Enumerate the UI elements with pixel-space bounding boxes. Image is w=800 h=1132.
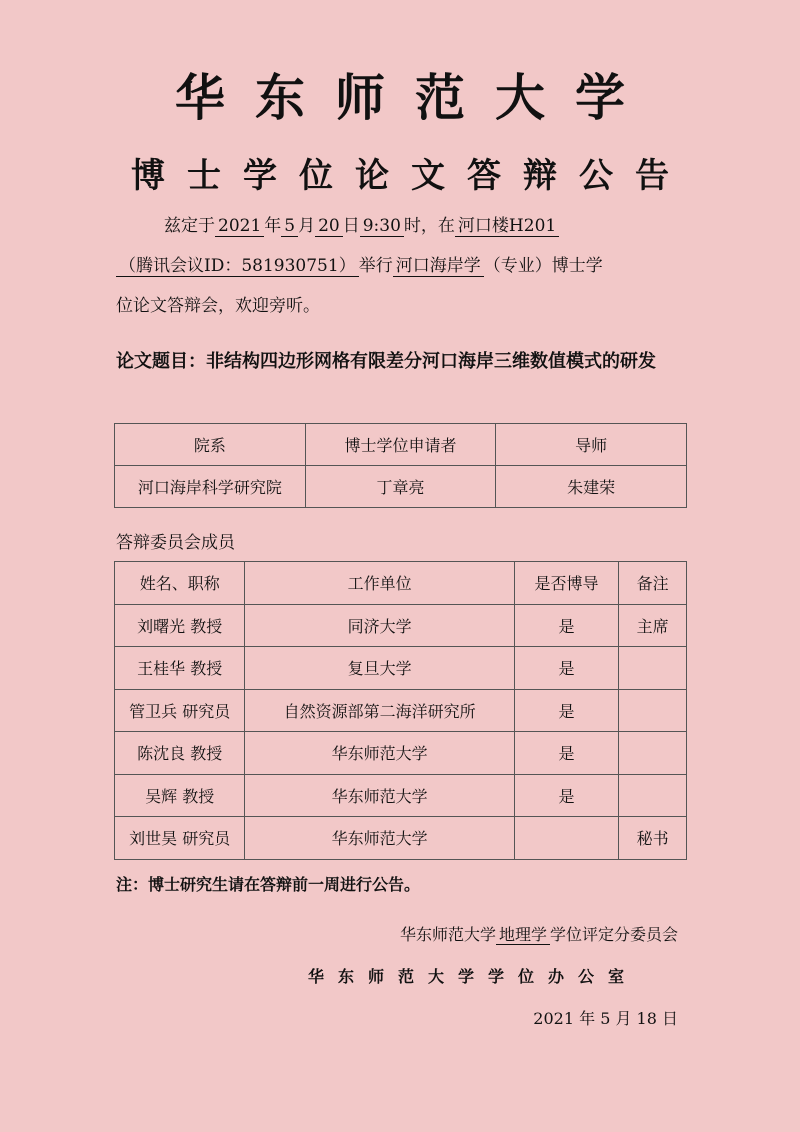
table-row: [115, 732, 687, 775]
table-cell: 华东师范大学: [245, 732, 514, 775]
notice-text: 兹定于: [164, 216, 215, 236]
table-cell: [619, 647, 687, 690]
notice-text: 月: [298, 216, 316, 236]
table-cell: 同济大学: [245, 604, 514, 647]
table-header: 院系: [115, 424, 306, 466]
table-cell: 陈沈良 教授: [115, 732, 245, 775]
table-cell: 丁章亮: [305, 466, 496, 508]
notice-text: 时，在: [403, 216, 455, 236]
table-cell: 是: [514, 604, 618, 647]
notice-major: 河口海岸学: [393, 256, 484, 277]
notice-paragraph: [116, 206, 688, 326]
table-header: 工作单位: [245, 562, 514, 605]
table-cell: 是: [514, 689, 618, 732]
page-title: 博士学位论文答辩公告: [131, 156, 691, 196]
table-cell: [619, 689, 687, 732]
notice-location: 河口楼H201: [455, 216, 559, 237]
committee-signature: [400, 922, 678, 945]
table-header: 博士学位申请者: [305, 424, 496, 466]
notice-text: 年: [264, 216, 282, 236]
table-cell: 吴辉 教授: [115, 774, 245, 817]
table-cell: 刘曙光 教授: [115, 604, 245, 647]
table-cell: 管卫兵 研究员: [115, 689, 245, 732]
table-cell: 是: [514, 774, 618, 817]
table-cell: [619, 774, 687, 817]
table-cell: 自然资源部第二海洋研究所: [245, 689, 514, 732]
signature-dept: 地理学: [496, 925, 550, 945]
table-cell: 秘书: [619, 817, 687, 860]
table-cell: 是: [514, 647, 618, 690]
university-name: 华东师范大学: [175, 68, 655, 127]
notice-text: 举行: [358, 256, 393, 276]
notice-text: 位论文答辩会，欢迎旁听。: [116, 296, 320, 316]
table-cell: 是: [514, 732, 618, 775]
committee-table: [114, 561, 687, 860]
table-cell: [514, 817, 618, 860]
table-cell: 华东师范大学: [245, 774, 514, 817]
table-cell: 复旦大学: [245, 647, 514, 690]
notice-year: 2021: [215, 216, 264, 237]
thesis-topic: 论文题目：非结构四边形网格有限差分河口海岸三维数值模式的研发: [116, 351, 656, 372]
table-header: 是否博导: [514, 562, 618, 605]
table-cell: 朱建荣: [496, 466, 687, 508]
footnote: 注：博士研究生请在答辩前一周进行公告。: [116, 875, 421, 894]
applicant-table: [114, 423, 687, 508]
signature-text: 学位评定分委员会: [549, 925, 678, 944]
table-cell: 刘世昊 研究员: [115, 817, 245, 860]
committee-label: 答辩委员会成员: [116, 533, 235, 553]
notice-text: （专业）博士学: [483, 256, 603, 276]
table-cell: 王桂华 教授: [115, 647, 245, 690]
table-cell: 主席: [619, 604, 687, 647]
table-row: [115, 817, 687, 860]
table-cell: 华东师范大学: [245, 817, 514, 860]
table-header: 姓名、职称: [115, 562, 245, 605]
notice-text: 日: [342, 216, 360, 236]
office-signature: 华东师范大学学位办公室: [308, 967, 639, 986]
table-row: [115, 774, 687, 817]
table-row: [115, 689, 687, 732]
table-row: [115, 604, 687, 647]
table-row: [115, 647, 687, 690]
table-header: 导师: [496, 424, 687, 466]
notice-time: 9:30: [360, 216, 404, 237]
notice-month: 5: [281, 216, 298, 237]
notice-meeting: （腾讯会议ID：581930751）: [116, 256, 359, 277]
signature-text: 华东师范大学: [399, 925, 496, 944]
notice-day: 20: [315, 216, 343, 237]
table-header: 备注: [619, 562, 687, 605]
table-cell: 河口海岸科学研究院: [115, 466, 306, 508]
table-cell: [619, 732, 687, 775]
signature-date: 2021 年 5 月 18 日: [533, 1009, 678, 1028]
